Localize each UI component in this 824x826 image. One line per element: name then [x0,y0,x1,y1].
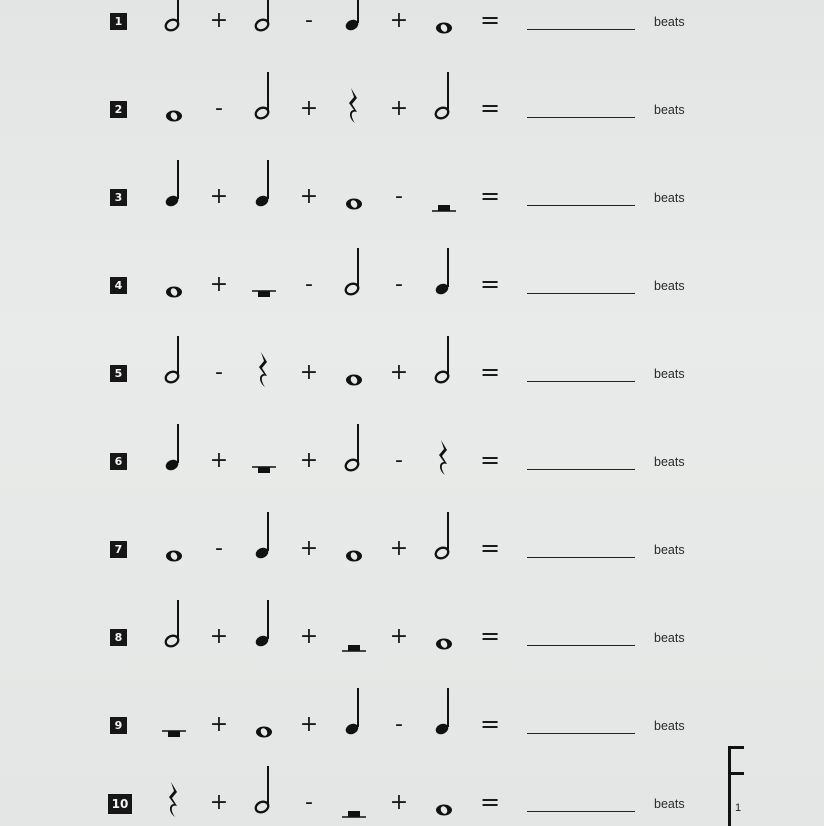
plus-sign: + [209,184,229,209]
quarter-note-icon [163,422,185,478]
minus-sign: - [215,96,223,121]
score-label: 1 [735,802,742,814]
whole-note-icon [344,548,364,567]
equals-sign: = [480,534,501,562]
plus-sign: + [389,624,409,649]
bracket-top [728,746,744,749]
quarter-rest-icon [346,86,362,130]
minus-sign: - [305,272,313,297]
bracket-middle [728,772,744,775]
plus-sign: + [299,448,319,473]
plus-sign: + [299,712,319,737]
minus-sign: - [305,790,313,815]
minus-sign: - [215,360,223,385]
plus-sign: + [209,272,229,297]
beats-label: beats [654,15,685,29]
plus-sign: + [299,536,319,561]
quarter-note-icon [253,598,275,654]
equals-sign: = [480,446,501,474]
quarter-rest-icon [166,780,182,824]
half-rest-icon [342,805,366,824]
whole-note-icon [164,108,184,127]
exercise-number: 7 [110,541,127,558]
half-note-icon [343,246,365,302]
quarter-note-icon [253,158,275,214]
quarter-note-icon [163,158,185,214]
exercise-number: 10 [108,794,132,814]
whole-note-icon [344,196,364,215]
exercise-number: 1 [110,13,127,30]
whole-rest-icon [252,461,276,480]
plus-sign: + [299,360,319,385]
exercise-number: 3 [110,189,127,206]
plus-sign: + [209,8,229,33]
half-rest-icon [342,639,366,658]
answer-blank[interactable] [527,117,635,118]
whole-rest-icon [162,725,186,744]
answer-blank[interactable] [527,733,635,734]
answer-blank[interactable] [527,293,635,294]
exercise-number: 8 [110,629,127,646]
quarter-note-icon [343,686,365,742]
beats-label: beats [654,367,685,381]
quarter-note-icon [253,510,275,566]
equals-sign: = [480,94,501,122]
minus-sign: - [395,448,403,473]
answer-blank[interactable] [527,557,635,558]
whole-note-icon [434,636,454,655]
plus-sign: + [209,448,229,473]
equals-sign: = [480,622,501,650]
quarter-note-icon [433,246,455,302]
whole-note-icon [344,372,364,391]
minus-sign: - [395,272,403,297]
equals-sign: = [480,270,501,298]
minus-sign: - [305,8,313,33]
plus-sign: + [299,624,319,649]
minus-sign: - [215,536,223,561]
plus-sign: + [209,624,229,649]
half-rest-icon [432,199,456,218]
exercise-number: 6 [110,453,127,470]
plus-sign: + [389,536,409,561]
whole-note-icon [434,802,454,821]
plus-sign: + [299,184,319,209]
equals-sign: = [480,788,501,816]
plus-sign: + [389,96,409,121]
half-note-icon [163,334,185,390]
exercise-number: 9 [110,717,127,734]
answer-blank[interactable] [527,381,635,382]
beats-label: beats [654,279,685,293]
plus-sign: + [209,712,229,737]
beats-label: beats [654,719,685,733]
plus-sign: + [389,8,409,33]
beats-label: beats [654,455,685,469]
answer-blank[interactable] [527,469,635,470]
whole-rest-icon [252,285,276,304]
minus-sign: - [395,712,403,737]
half-note-icon [253,764,275,820]
beats-label: beats [654,631,685,645]
whole-note-icon [254,724,274,743]
equals-sign: = [480,182,501,210]
plus-sign: + [209,790,229,815]
score-bracket [728,746,747,826]
exercise-number: 4 [110,277,127,294]
half-note-icon [343,422,365,478]
plus-sign: + [389,360,409,385]
half-note-icon [163,598,185,654]
beats-label: beats [654,191,685,205]
beats-label: beats [654,543,685,557]
plus-sign: + [299,96,319,121]
whole-note-icon [164,284,184,303]
answer-blank[interactable] [527,205,635,206]
quarter-rest-icon [256,350,272,394]
half-note-icon [433,510,455,566]
quarter-rest-icon [436,438,452,482]
plus-sign: + [389,790,409,815]
quarter-note-icon [433,686,455,742]
beats-label: beats [654,797,685,811]
answer-blank[interactable] [527,645,635,646]
minus-sign: - [395,184,403,209]
exercise-number: 5 [110,365,127,382]
exercise-number: 2 [110,101,127,118]
whole-note-icon [164,548,184,567]
half-note-icon [433,334,455,390]
equals-sign: = [480,6,501,34]
answer-blank[interactable] [527,811,635,812]
beats-label: beats [654,103,685,117]
equals-sign: = [480,358,501,386]
equals-sign: = [480,710,501,738]
